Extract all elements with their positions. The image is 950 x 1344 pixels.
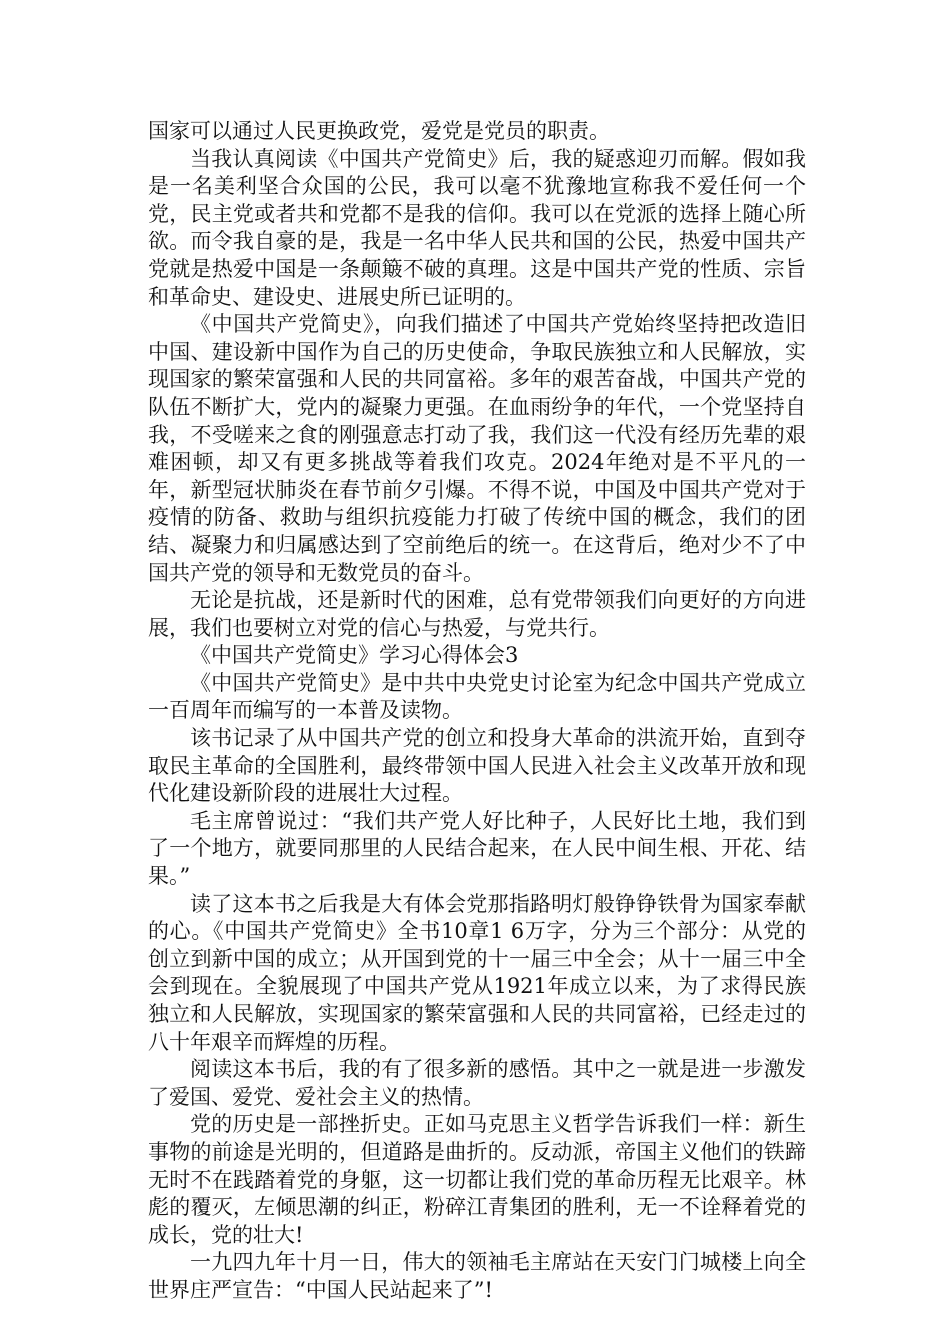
paragraph-5: 《中国共产党简史》是中共中央党史讨论室为纪念中国共产党成立一百周年而编写的一本普及读物。 <box>148 670 806 723</box>
paragraph-10: 党的历史是一部挫折史。正如马克思主义哲学告诉我们一样：新生事物的前途是光明的，但道路是曲折的。反动派，帝国主义他们的铁蹄无时不在践踏着党的身躯，这一切都让我们党的革命历程无比艰辛。林彪的覆灭，左倾思潮的纠正，粉碎江青集团的胜利，无一不诠释着党的成长，党的壮大! <box>148 1112 806 1247</box>
paragraph-7: 毛主席曾说过：“我们共产党人好比种子，人民好比土地，我们到了一个地方，就要同那里的人民结合起来，在人民中间生根、开花、结果。” <box>148 808 806 889</box>
paragraph-4: 无论是抗战，还是新时代的困难，总有党带领我们向更好的方向进展，我们也要树立对党的信心与热爱，与党共行。 <box>148 588 806 640</box>
paragraph-2: 当我认真阅读《中国共产党简史》后，我的疑惑迎刃而解。假如我是一名美利坚合众国的公民，我可以毫不犹豫地宣称我不爱任何一个党，民主党或者共和党都不是我的信仰。我可以在党派的选择上随心所欲。而令我自豪的是，我是一名中华人民共和国的公民，热爱中国共产党就是热爱中国是一条颠簸不破的真理。这是中国共产党的性质、宗旨和革命史、建设史、进展史所已证明的。 <box>148 146 806 309</box>
paragraph-9: 阅读这本书后，我的有了很多新的感悟。其中之一就是进一步激发了爱国、爱党、爱社会主义的热情。 <box>148 1057 806 1109</box>
document-body <box>148 118 806 1305</box>
paragraph-1: 国家可以通过人民更换政党，爱党是党员的职责。 <box>148 119 610 143</box>
paragraph-8: 读了这本书之后我是大有体会党那指路明灯般铮铮铁骨为国家奉献的心。《中国共产党简史》全书10章1 6万字，分为三个部分：从党的创立到新中国的成立；从开国到党的十一届三中全会；从十一届三中全会到现在。全貌展现了中国共产党从1921年成立以来，为了求得民族独立和人民解放，实现国家的繁荣富强和人民的共同富裕，已经走过的八十年艰辛而辉煌的历程。 <box>148 891 806 1054</box>
paragraph-6: 该书记录了从中国共产党的创立和投身大革命的洪流开始，直到夺取民主革命的全国胜利，最终带领中国人民进入社会主义改革开放和现代化建设新阶段的进展壮大过程。 <box>148 726 806 806</box>
paragraph-11: 一九四九年十月一日，伟大的领袖毛主席站在天安门门城楼上向全世界庄严宣告：“中国人民站起来了”! <box>148 1250 806 1302</box>
paragraph-3: 《中国共产党简史》，向我们描述了中国共产党始终坚持把改造旧中国、建设新中国作为自己的历史使命，争取民族独立和人民解放，实现国家的繁荣富强和人民的共同富裕。多年的艰苦奋战，中国共产党的队伍不断扩大，党内的凝聚力更强。在血雨纷争的年代，一个党坚持自我，不受嗟来之食的刚强意志打动了我，我们这一代没有经历先辈的艰难困顿，却又有更多挑战等着我们攻克。2024年绝对是不平凡的一年，新型冠状肺炎在春节前夕引爆。不得不说，中国及中国共产党对于疫情的防备、救助与组织抗疫能力打破了传统中国的概念，我们的团结、凝聚力和归属感达到了空前绝后的统一。在这背后，绝对少不了中国共产党的领导和无数党员的奋斗。 <box>148 312 806 585</box>
section-heading: 《中国共产党简史》学习心得体会3 <box>190 643 519 668</box>
